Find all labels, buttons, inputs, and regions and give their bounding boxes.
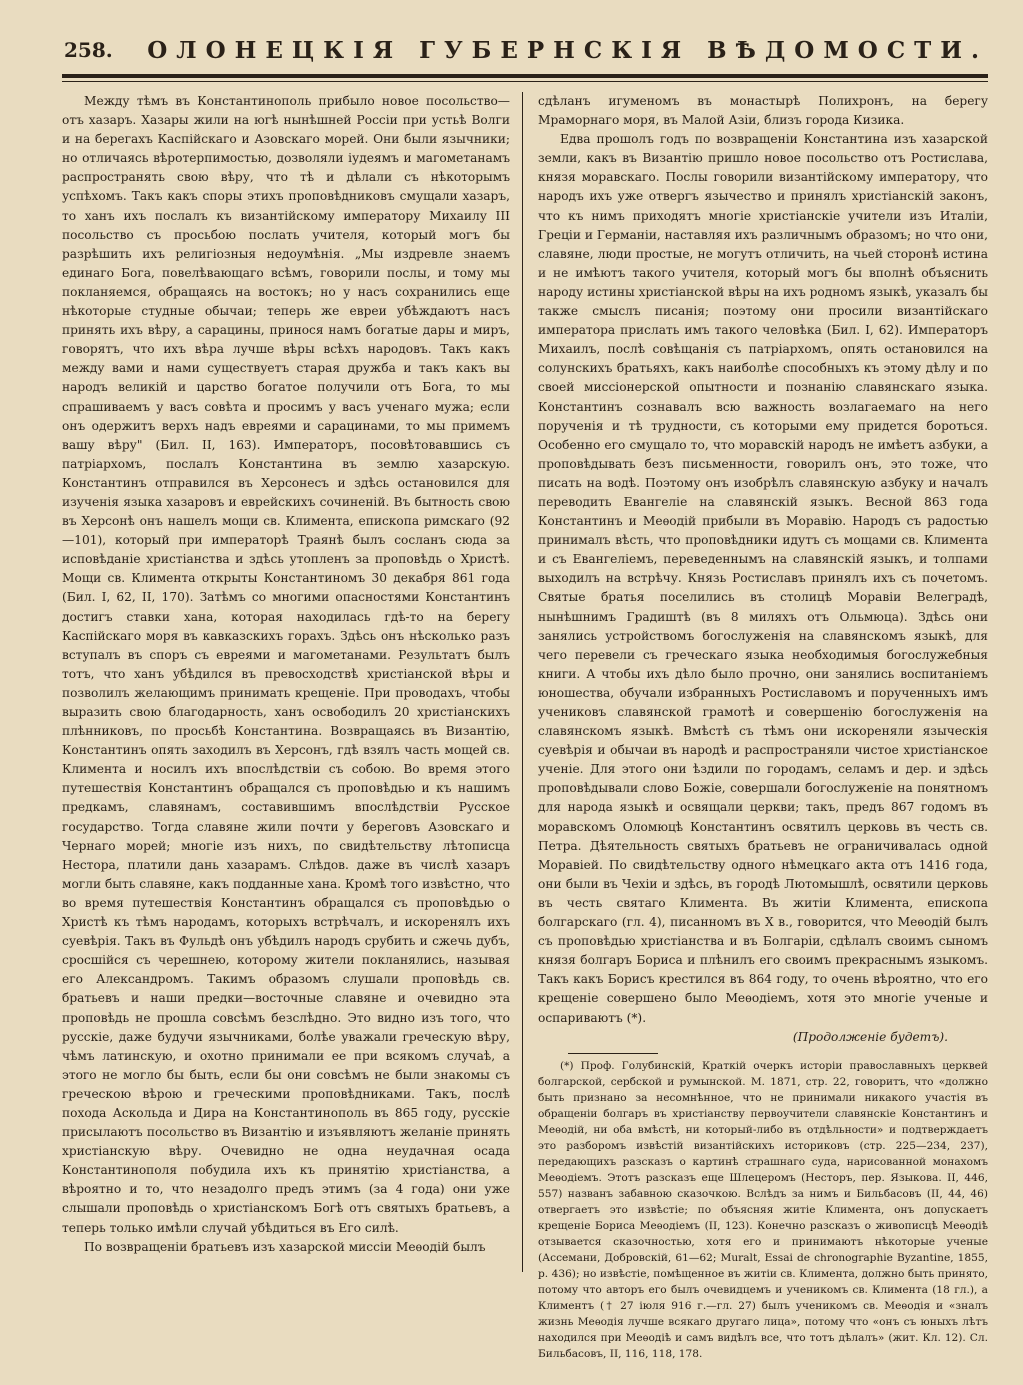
header-rule-thin [62, 81, 988, 82]
page-header [64, 30, 988, 70]
right-paragraph-1: сдѣланъ игуменомъ въ монастырѣ Полихронъ, на берегу Мраморнаго моря, въ Малой Азіи, близъ города Кизика. [538, 94, 988, 128]
column-divider [522, 92, 523, 1272]
left-column [62, 92, 510, 1282]
left-paragraph-1: Между тѣмъ въ Константинополь прибыло новое посольство—отъ хазаръ. Хазары жили на югѣ нынѣшней Россіи при устьѣ Волги и на берегахъ Каспійскаго и Азовскаго морей. Они были язычники; но отличаясь вѣротерпимостью, дозволяли іудеямъ и магометанамъ распространять свою вѣру, что тѣ и дѣлали съ нѣкоторымъ успѣхомъ. Такъ какъ споры этихъ проповѣдниковъ смущали хазаръ, то ханъ ихъ послалъ къ византійскому императору Михаилу III посольство съ просьбою послать учителя, который могъ бы разрѣшить ихъ религіозныя недоумѣнія. „Мы издревле знаемъ единаго Бога, повелѣвающаго всѣмъ, говорили послы, и тому мы покланяемся, обращаясь на востокъ; но у насъ сохранились еще нѣкоторые студные обычаи; теперь же евреи убѣждаютъ насъ принять ихъ вѣру, а сарацины, принося намъ богатые дары и миръ, говорятъ, что ихъ вѣра лучше вѣры всѣхъ народовъ. Такъ какъ между вами и нами существуетъ старая дружба и такъ какъ вы народъ великій и царство богатое получили отъ Бога, то мы спрашиваемъ у васъ совѣта и просимъ у васъ ученаго мужа; если онъ одержитъ верхъ надъ евреями и сарацинами, то мы примемъ вашу вѣру" (Бил. II, 163). Императоръ, посовѣтовавшись съ патріархомъ, послалъ Константина въ землю хазарскую. Константинъ отправился въ Херсонесъ и здѣсь остановился для изученія языка хазаровъ и еврейскихъ сочиненій. Въ бытность свою въ Херсонѣ онъ нашелъ мощи св. Климента, епископа римскаго (92—101), который при императорѣ Траянѣ былъ сосланъ сюда за исповѣданіе христіанства и здѣсь утопленъ за проповѣдь о Христѣ. Мощи св. Климента открыты Константиномъ 30 декабря 861 года (Бил. I, 62, II, 170). Затѣмъ со многими опасностями Константинъ достигъ ставки хана, которая находилась гдѣ-то на берегу Каспійскаго моря въ кавказскихъ горахъ. Здѣсь онъ нѣсколько разъ вступалъ въ споръ съ евреями и магометанами. Результатъ былъ тотъ, что ханъ убѣдился въ превосходствѣ христіанской вѣры и позволилъ желающимъ принимать крещеніе. При проводахъ, чтобы выразить свою благодарность, ханъ освободилъ 20 христіанскихъ плѣнниковъ, по просьбѣ Константина. Возвращаясь въ Византію, Константинъ опять заходилъ въ Херсонъ, гдѣ взялъ часть мощей св. Климента и носилъ ихъ впослѣдствіи съ собою. Во время этого путешествія Константинъ обращался съ проповѣдью и къ нашимъ предкамъ, славянамъ, составившимъ впослѣдствіи Русское государство. Тогда славяне жили почти у береговъ Азовскаго и Чернаго морей; многіе изъ нихъ, по свидѣтельству лѣтописца Нестора, платили дань хазарамъ. Слѣдов. даже въ числѣ хазаръ могли быть славяне, какъ подданные хана. Кромѣ того извѣстно, что во время путешествія Константинъ обращался съ проповѣдью о Христѣ къ тѣмъ народамъ, которыхъ встрѣчалъ, и искоренялъ ихъ суевѣрія. Такъ въ Фульдѣ онъ убѣдилъ народъ срубить и сжечь дубъ, сросшійся съ черешнею, которому жители покланялись, называя его Александромъ. Такимъ образомъ слушали проповѣдь св. братьевъ и наши предки—восточные славяне и очевидно эта проповѣдь не прошла совсѣмъ безслѣдно. Это видно изъ того, что русскіе, даже будучи язычниками, болѣе уважали греческую вѣру, чѣмъ латинскую, и охотно принимали ее при всякомъ случаѣ, а этого не могло бы быть, если бы они совсѣмъ не были знакомы съ греческою вѣрою и греческими проповѣдниками. Такъ, послѣ похода Аскольда и Дира на Константинополь въ 865 году, русскіе присылаютъ посольство въ Византію и изъявляютъ желаніе принять христіанскую вѣру. Очевидно не одна неудачная осада Константинополя побудила ихъ къ принятію христіанства, а вѣроятно и то, что незадолго предъ этимъ (за 4 года) они уже слышали проповѣдь о христіанскомъ Богѣ отъ святыхъ братьевъ, а теперь только имѣли случай убѣдиться въ Его силѣ. [62, 94, 510, 1235]
header-rule-thick [62, 74, 988, 78]
footnote-rule [568, 1053, 658, 1054]
page-number: 258. [64, 38, 113, 62]
left-paragraph-2: По возвращеніи братьевъ изъ хазарской миссіи Меѳодій былъ [84, 1239, 486, 1254]
right-paragraph-2: Едва прошолъ годъ по возвращеніи Константина изъ хазарской земли, какъ въ Византію пришло новое посольство отъ Ростислава, князя моравскаго. Послы говорили византійскому императору, что народъ ихъ уже отвергъ язычество и принялъ христіанскій законъ, что къ нимъ приходятъ многіе христіанскіе учители изъ Италіи, Греціи и Германіи, наставляя ихъ различнымъ образомъ; но что они, славяне, люди простые, не могутъ отличить, на чьей сторонѣ истина и не имѣютъ такого учителя, который могъ бы вполнѣ объяснить народу истины христіанской вѣры на ихъ родномъ языкѣ, указалъ бы также смыслъ писанія; поэтому они просили византійскаго императора прислать имъ такого человѣка (Бил. I, 62). Императоръ Михаилъ, послѣ совѣщанія съ патріархомъ, опять остановился на солунскихъ братьяхъ, какъ наиболѣе способныхъ къ этому дѣлу и по своей миссіонерской опытности и познанію славянскаго языка. Константинъ сознавалъ всю важность возлагаемаго на него порученія и тѣ трудности, съ которыми ему придется бороться. Особенно его смущало то, что моравскій народъ не имѣетъ азбуки, а проповѣдывать безъ письменности, говорилъ онъ, это тоже, что писать на водѣ. Поэтому онъ изобрѣлъ славянскую азбуку и началъ переводить Евангеліе на славянскій языкъ. Весной 863 года Константинъ и Меѳодій прибыли въ Моравію. Народъ съ радостью принималъ вѣсть, что проповѣдники идутъ съ мощами св. Климента и съ Евангеліемъ, переведеннымъ на славянскій языкъ, и толпами выходилъ на встрѣчу. Князь Ростиславъ принялъ ихъ съ почетомъ. Святые братья поселились въ столицѣ Моравіи Велеградѣ, нынѣшнимъ Градиштѣ (въ 8 миляхъ отъ Ольмюца). Здѣсь они занялись устройствомъ богослуженія на славянскомъ языкѣ, для чего перевели съ греческаго языка необходимыя богослужебныя книги. А чтобы ихъ дѣло было прочно, они занялись воспитаніемъ юношества, обучали избранныхъ Ростиславомъ и порученныхъ имъ учениковъ славянской грамотѣ и совершенію богослуженія на славянскомъ языкѣ. Вмѣстѣ съ тѣмъ они искореняли языческія суевѣрія и обычаи въ народѣ и распространяли чистое христіанское ученіе. Для этого они ѣздили по городамъ, селамъ и дер. и здѣсь проповѣдывали слово Божіе, совершали богослуженіе на понятномъ для народа языкѣ и освящали церкви; такъ, предъ 867 годомъ въ моравскомъ Оломюцѣ Константинъ освятилъ церковь въ честь св. Петра. Дѣятельность святыхъ братьевъ не ограничивалась одной Моравіей. По свидѣтельству одного нѣмецкаго акта отъ 1416 года, они были въ Чехіи и здѣсь, въ городѣ Лютомышлѣ, освятили церковь въ честь святаго Климента. Въ житіи Климента, епископа болгарскаго (гл. 4), писанномъ въ X в., говорится, что Меѳодій былъ съ проповѣдью христіанства и въ Болгаріи, сдѣлалъ своимъ сыномъ князя болгаръ Бориса и плѣнилъ его своимъ прекраснымъ языкомъ. Такъ какъ Борисъ крестился въ 864 году, то очень вѣроятно, что его крещеніе совершено было Меѳодіемъ, хотя это многіе ученые и оспариваютъ (*). [538, 132, 988, 1025]
continued-note: (Продолженіе будетъ). [792, 1029, 948, 1044]
right-column [538, 92, 988, 1360]
journal-title: ОЛОНЕЦКІЯ ГУБЕРНСКІЯ ВѢДОМОСТИ. [147, 36, 988, 64]
footnote: (*) Проф. Голубинскій, Краткій очеркъ исторіи православныхъ церквей болгарской, сербской и румынской. М. 1871, стр. 22, говоритъ, что «должно быть признано за несомнѣнное, что не принимали никакого участія въ обращеніи болгаръ въ христіанству первоучители славянскіе Константинъ и Меѳодій, ни оба вмѣстѣ, ни который-либо въ отдѣльности» и подтверждаетъ это разборомъ извѣстій византійскихъ историковъ (стр. 225—234, 237), передающихъ разсказъ о картинѣ страшнаго суда, нарисованной монахомъ Меѳодіемъ. Этотъ разсказъ еще Шлецеромъ (Несторъ, пер. Языкова. II, 446, 557) названъ забавною сказочкою. Вслѣдъ за нимъ и Бильбасовъ (II, 44, 46) отвергаетъ это извѣстіе; по объясняя житіе Климента, онъ допускаетъ крещеніе Бориса Меѳодіемъ (II, 123). Конечно разсказъ о живописцѣ Меѳодіѣ отзывается сказочностью, хотя его и принимаютъ нѣкоторые ученые (Ассемани, Добровскій, 61—62; Muralt, Essai de chronographie Byzantine, 1855, p. 436); но извѣстіе, помѣщенное въ житіи св. Климента, должно быть принято, потому что авторъ его былъ очевидцемъ и ученикомъ св. Климента (18 гл.), а Климентъ († 27 іюля 916 г.—гл. 27) былъ ученикомъ св. Меѳодія и «зналъ жизнь Меѳодія лучше всякаго другаго лица», потому что «онъ съ юныхъ лѣтъ находился при Меѳодіѣ и самъ видѣлъ все, что тотъ дѣлалъ» (жит. Кл. 12). Сл. Бильбасовъ, II, 116, 118, 178. [538, 1059, 988, 1360]
